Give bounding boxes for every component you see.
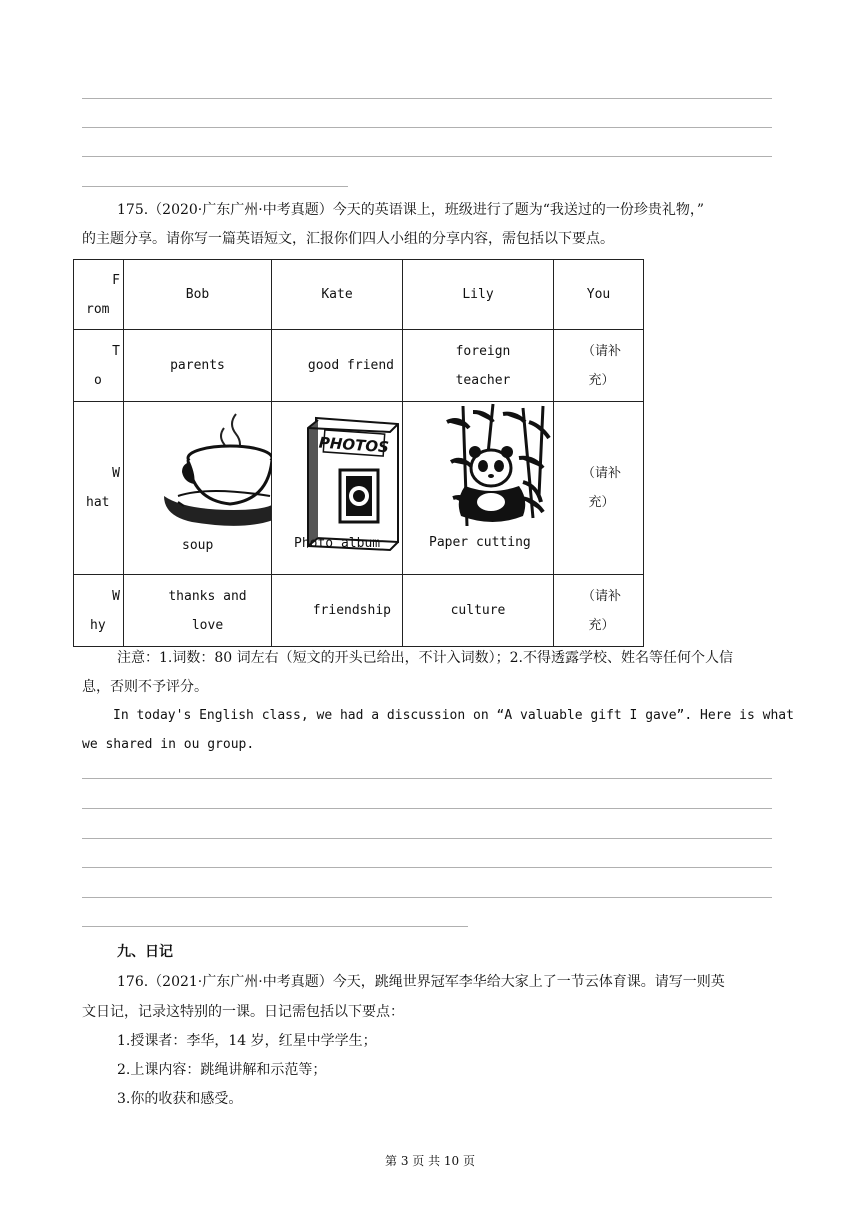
- table-cell: good friend: [272, 330, 403, 402]
- soup-cup-icon: [124, 404, 272, 544]
- gift-label-paper-cutting: Paper cutting: [429, 535, 531, 550]
- question-175-line2: 的主题分享。请你写一篇英语短文，汇报你们四人小组的分享内容，需包括以下要点。: [82, 231, 614, 247]
- table-cell: You: [554, 260, 644, 330]
- gift-label-photo-album: Photo album: [294, 536, 381, 551]
- table-cell: [272, 402, 403, 575]
- table-cell: （请补充）: [554, 575, 644, 647]
- table-cell: thanks and love: [124, 575, 272, 647]
- answer-line: [82, 98, 772, 99]
- essay-start-line1: In today's English class, we had a discussion on “A valuable gift I gave”. Here is what: [113, 708, 794, 723]
- table-cell: （请补充）: [554, 330, 644, 402]
- row-label-why: W hy: [74, 575, 124, 647]
- answer-line: [82, 156, 772, 157]
- question-176-line1: 176.（2021·广东广州·中考真题）今天，跳绳世界冠军李华给大家上了一节云体育课。请写一则英: [117, 974, 725, 990]
- question-176-line2: 文日记，记录这特别的一课。日记需包括以下要点：: [82, 1004, 404, 1020]
- row-label-from: F rom: [74, 260, 124, 330]
- essay-start-line2: we shared in ou group.: [82, 737, 255, 752]
- answer-line: [82, 926, 468, 927]
- point-item: 2.上课内容：跳绳讲解和示范等；: [117, 1062, 327, 1078]
- table-cell: friendship: [272, 575, 403, 647]
- table-cell: parents: [124, 330, 272, 402]
- table-row-to: [74, 330, 644, 402]
- table-row-from: [74, 260, 644, 330]
- gift-label-soup: soup: [182, 538, 214, 553]
- answer-line: [82, 778, 772, 779]
- table-cell: Bob: [124, 260, 272, 330]
- row-label-what: W hat: [74, 402, 124, 575]
- question-175-line1: 175.（2020·广东广州·中考真题）今天的英语课上，班级进行了题为“我送过的一份珍贵礼物，”: [117, 202, 705, 218]
- table-row-why: [74, 575, 644, 647]
- table-cell: Lily: [403, 260, 554, 330]
- gift-table: [73, 259, 644, 647]
- panda-paper-cutting-icon: [403, 402, 554, 532]
- note-line2: 息，否则不予评分。: [82, 679, 208, 695]
- table-row-what: [74, 402, 644, 575]
- table-cell: culture: [403, 575, 554, 647]
- album-cover-text: PHOTOS: [318, 433, 390, 457]
- table-cell: [124, 402, 272, 575]
- answer-line: [82, 838, 772, 839]
- answer-line: [82, 808, 772, 809]
- table-cell: Kate: [272, 260, 403, 330]
- note-line1: 注意：1.词数：80 词左右（短文的开头已给出，不计入词数）；2.不得透露学校、姓名等任何个人信: [117, 650, 733, 666]
- point-item: 3.你的收获和感受。: [117, 1091, 243, 1107]
- section-heading: 九、日记: [117, 944, 173, 960]
- table-cell: （请补充）: [554, 402, 644, 575]
- table-cell: [403, 402, 554, 575]
- answer-line: [82, 897, 772, 898]
- table-cell: foreign teacher: [403, 330, 554, 402]
- row-label-to: T o: [74, 330, 124, 402]
- page-footer: 第 3 页 共 10 页: [385, 1154, 475, 1168]
- point-item: 1.授课者：李华，14 岁，红星中学学生；: [117, 1033, 377, 1049]
- answer-line: [82, 867, 772, 868]
- answer-line: [82, 186, 348, 187]
- answer-line: [82, 127, 772, 128]
